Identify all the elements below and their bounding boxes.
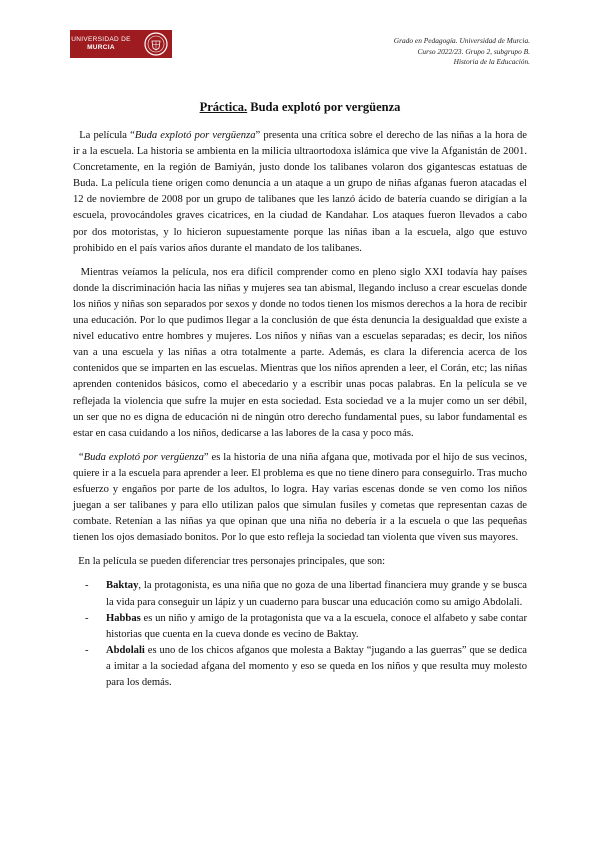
list-item: [73, 643, 527, 691]
p1-film-title: Buda explotó por vergüenza: [134, 130, 256, 141]
title-main: Buda explotó por vergüenza: [247, 100, 401, 114]
p3-film-title: Buda explotó por vergüenza: [83, 451, 204, 463]
character-desc: es un niño y amigo de la protagonista que va a la escuela, conoce el alfabeto y sabe contar historias que cuenta en la cueva donde es vecino de Baktay.: [106, 612, 527, 640]
paragraph-intro: [73, 128, 527, 257]
page-title: [0, 100, 600, 115]
list-item: [73, 578, 527, 610]
characters-list: [73, 578, 527, 691]
p3-pre: “: [78, 451, 84, 463]
document-body: [73, 128, 527, 691]
character-name: Habbas: [106, 612, 141, 624]
p3-post: ” es la historia de una niña afgana que, motivada por el hijo de sus vecinos, quiere ir a la escuela para aprender a leer. El problema es que no tiene dinero para conseguirlo. Tras mucho esfuerzo y engaños por parte de los adultos, lo logra. Hay varias escenas donde se ven como los niños juegan a ser talibanes y para ello utilizan palos que simulan fusiles y cometas que representan cazas de combate. Retenían a las niñas ya que opinan que una niña no debería ir a la escuela o que las pequeñas tienen los ojos demasiado bonitos. Por lo que esto refleja la sociedad tan violenta que viven sus mayores.: [73, 451, 527, 544]
character-name: Baktay: [106, 580, 139, 592]
logo-line2: MURCIA: [87, 44, 115, 51]
title-prefix: Práctica.: [199, 100, 248, 114]
p1-pre: La película “: [79, 130, 135, 141]
list-dash: -: [85, 644, 89, 656]
list-item: [73, 611, 527, 643]
p2-text: Mientras veíamos la película, nos era difícil comprender como en pleno siglo XXI todavía hay países donde la discriminación hacia las niñas y mujeres sea tan abismal, llegando incluso a crear escuelas donde los niños y niñas son separados por sexos y donde no todos tienen los mismos derechos a la hora de recibir una educación. Por lo que pudimos llegar a la conclusión de que ésta denuncia la desigualdad que existe a nivel educativo entre hombres y mujeres. Los niños y niñas van a escuelas separadas; es decir, los niños van a una escuela y las niñas a otra totalmente a parte. Además, es clara la diferencia acerca de los contenidos que se imparten en las escuelas. Mientras que los niños aprenden a leer, el Corán, etc; las niñas aprenden contenidos básicos, como el abecedario y a escribir unas pocas palabras. En la película se ve reflejada la violencia que sufre la mujer en esta sociedad. Esta sociedad ve a la mujer como un ser débil, un ser que no es digna de educación ni de ningún otro derecho fundamental pues, su labor fundamental es estar en casa cuidando a los niños, dedicarse a las labores de la casa y poco más.: [73, 266, 527, 439]
list-dash: -: [85, 612, 89, 624]
university-seal-icon: [144, 32, 168, 56]
header-line-3: Historia de la Educación.: [453, 57, 530, 66]
logo-line1: UNIVERSIDAD DE: [71, 36, 131, 43]
character-desc: es uno de los chicos afganos que molesta a Baktay “jugando a las guerras” que se dedica a imitar a la sociedad afgana del momento y eso se queda en los niños y que resulta muy molesto para los demás.: [106, 644, 527, 688]
logo-text: [70, 36, 132, 52]
university-logo: [70, 30, 172, 58]
p4-text: En la película se pueden diferenciar tres personajes principales, que son:: [78, 556, 386, 568]
character-name: Abdolali: [106, 644, 145, 656]
paragraph-characters-intro: [73, 554, 527, 570]
list-dash: -: [85, 580, 89, 592]
paragraph-story: [73, 450, 527, 547]
character-desc: , la protagonista, es una niña que no goza de una libertad financiera muy grande y se busca la vida para conseguir un lápiz y un cuaderno para buscar una educación como su amigo Abdolali.: [106, 580, 527, 608]
header-line-2: Curso 2022/23. Grupo 2, subgrupo B.: [417, 46, 530, 56]
p1-post: ” presenta una crítica sobre el derecho de las niñas a la hora de ir a la escuela. La historia se ambienta en la milicia ultraortodoxa islámica que vive la Afganistán de 2001. Concretamente, en la región de Bamiyán, justo donde los talibanes volaron dos gigantescas estatuas de Buda. La película tiene origen como denuncia a un ataque a un grupo de niñas afganas fueron atacadas el 12 de noviembre de 2008 por un grupo de talibanes que les lanzó ácido de batería cuando se dirigían a la escuela, provocándoles graves cicatrices, en la ciudad de Kandahar. Los ataques fueron llevados a cabo por dos motoristas, y lo hicieron supuestamente porque las niñas iban a la escuela, algo que estuvo prohibido en el país varios años durante el mandato de los talibanes.: [73, 130, 528, 254]
header-line-1: Grado en Pedagogía. Universidad de Murcia.: [393, 36, 530, 45]
paragraph-discussion: [73, 265, 527, 442]
document-header: [394, 36, 530, 68]
